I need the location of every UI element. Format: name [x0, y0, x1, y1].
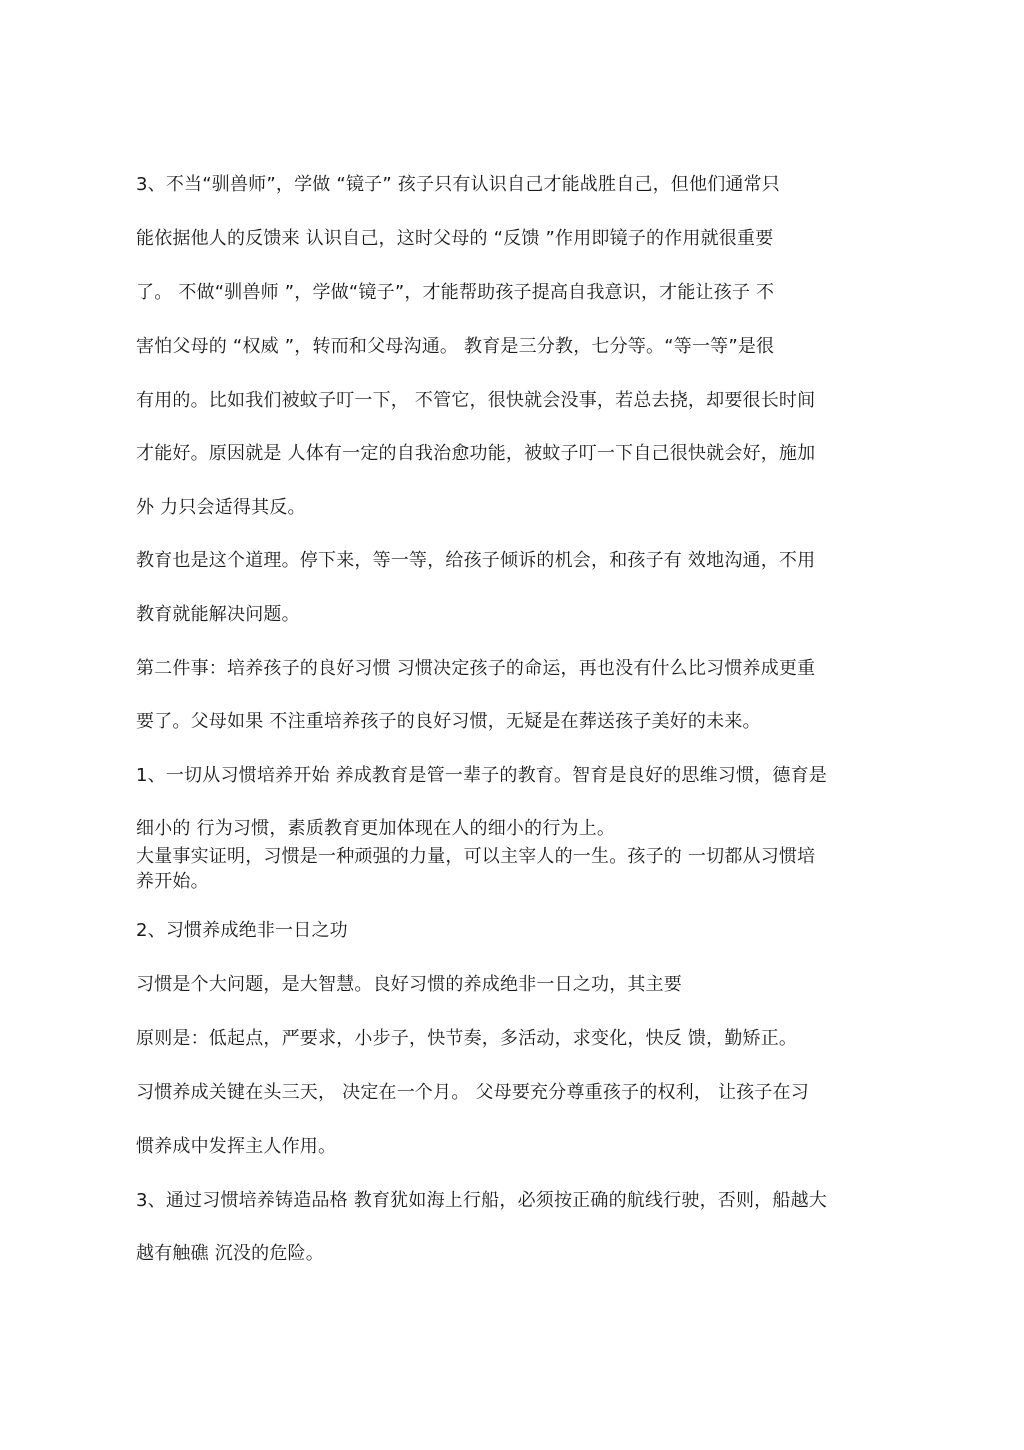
text-line: 外 力只会适得其反。: [136, 497, 306, 518]
text-line: 大量事实证明，习惯是一种顽强的力量，可以主宰人的一生。孩子的 一切都从习惯培: [136, 846, 816, 867]
text-line: 3、不当“驯兽师”，学做 “镜子” 孩子只有认识自己才能战胜自己，但他们通常只: [136, 174, 780, 195]
text-line: 害怕父母的 “权威 ”，转而和父母沟通。 教育是三分教，七分等。“等一等”是很: [136, 336, 775, 357]
text-line: 习惯是个大问题，是大智慧。良好习惯的养成绝非一日之功，其主要: [136, 974, 682, 995]
text-line: 教育就能解决问题。: [136, 604, 300, 625]
text-line: 才能好。原因就是 人体有一定的自我治愈功能，被蚊子叮一下自己很快就会好，施加: [136, 443, 816, 464]
text-line: 要了。父母如果 不注重培养孩子的良好习惯，无疑是在葬送孩子美好的未来。: [136, 711, 761, 732]
section-heading: 2、习惯养成绝非一日之功: [136, 920, 348, 941]
text-line: 能依据他人的反馈来 认识自己，这时父母的 “反馈 ”作用即镜子的作用就很重要: [136, 228, 774, 249]
text-line: 越有触礁 沉没的危险。: [136, 1243, 324, 1264]
text-line: 原则是：低起点，严要求，小步子，快节奏，多活动，求变化，快反 馈，勤矫正。: [136, 1028, 798, 1049]
text-line: 教育也是这个道理。停下来，等一等，给孩子倾诉的机会，和孩子有 效地沟通，不用: [136, 550, 816, 571]
text-line: 细小的 行为习惯，素质教育更加体现在人的细小的行为上。: [136, 818, 616, 839]
text-line: 3、通过习惯培养铸造品格 教育犹如海上行船，必须按正确的航线行驶，否则，船越大: [136, 1190, 827, 1211]
text-line: 有用的。比如我们被蚊子叮一下， 不管它，很快就会没事，若总去挠，却要很长时间: [136, 390, 816, 411]
text-line: 1、一切从习惯培养开始 养成教育是管一辈子的教育。智育是良好的思维习惯，德育是: [136, 765, 827, 786]
text-line: 养开始。: [136, 871, 209, 892]
text-line: 习惯养成关键在头三天， 决定在一个月。 父母要充分尊重孩子的权利， 让孩子在习: [136, 1082, 809, 1103]
text-line: 第二件事：培养孩子的良好习惯 习惯决定孩子的命运，再也没有什么比习惯养成更重: [136, 658, 816, 679]
text-line: 了。 不做“驯兽师 ”，学做“镜子”，才能帮助孩子提高自我意识，才能让孩子 不: [136, 282, 775, 303]
text-line: 惯养成中发挥主人作用。: [136, 1136, 337, 1157]
